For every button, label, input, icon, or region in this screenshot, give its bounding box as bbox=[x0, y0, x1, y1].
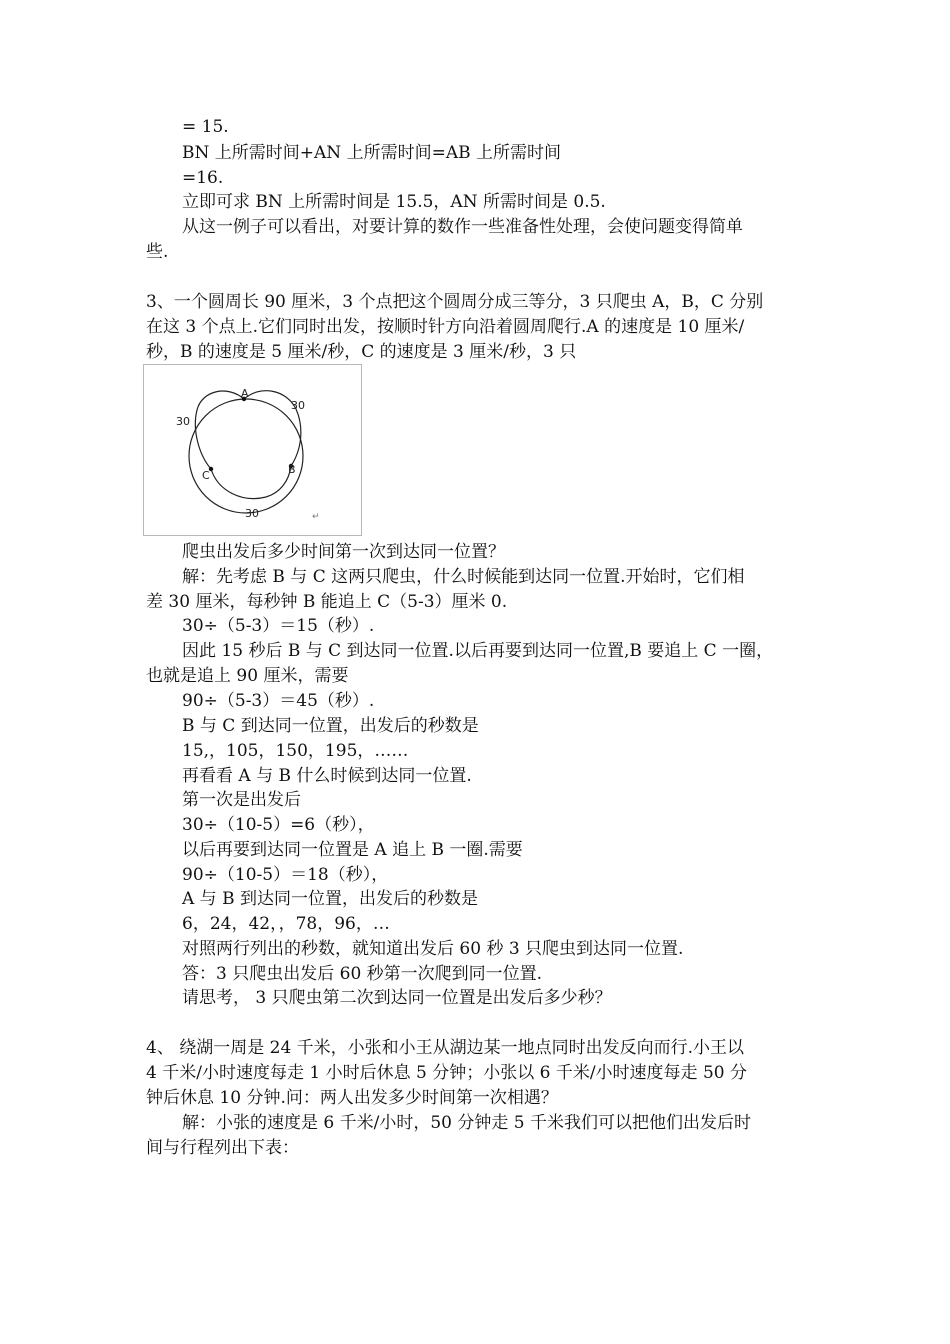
text-line: 从这一例子可以看出，对要计算的数作一些准备性处理，会使问题变得简单 bbox=[182, 217, 743, 237]
text-line: = 15. bbox=[182, 117, 229, 137]
text-line: 30÷（5-3）＝15（秒）. bbox=[182, 616, 375, 636]
text-line: 答：3 只爬虫出发后 60 秒第一次爬到同一位置. bbox=[182, 964, 543, 984]
problem-4-line: 间与行程列出下表： bbox=[146, 1138, 299, 1158]
text-line: 请思考， 3 只爬虫第二次到达同一位置是出发后多少秒？ bbox=[182, 988, 612, 1008]
text-line: 6，24，42，，78，96，… bbox=[182, 914, 390, 934]
text-line: B 与 C 到达同一位置，出发后的秒数是 bbox=[182, 716, 479, 736]
label-c: C bbox=[202, 469, 210, 482]
label-arc-left: 30 bbox=[176, 415, 190, 428]
text-line: 立即可求 BN 上所需时间是 15.5，AN 所需时间是 0.5. bbox=[182, 192, 606, 212]
text-line: 爬虫出发后多少时间第一次到达同一位置？ bbox=[182, 542, 505, 562]
text-line: 些. bbox=[146, 242, 169, 262]
text-line: BN 上所需时间+AN 上所需时间=AB 上所需时间 bbox=[182, 143, 561, 163]
problem-3-line: 秒，B 的速度是 5 厘米/秒，C 的速度是 3 厘米/秒，3 只 bbox=[146, 342, 577, 362]
circle-diagram-svg bbox=[144, 365, 363, 537]
problem-4-line: 钟后休息 10 分钟.问：两人出发多少时间第一次相遇？ bbox=[146, 1088, 558, 1108]
text-line: A 与 B 到达同一位置，出发后的秒数是 bbox=[182, 889, 478, 909]
problem-3-line: 3、一个圆周长 90 厘米，3 个点把这个圆周分成三等分，3 只爬虫 A，B，C 分别 bbox=[146, 292, 764, 312]
text-line: 90÷（5-3）＝45（秒）. bbox=[182, 691, 375, 711]
label-arc-right: 30 bbox=[291, 399, 305, 412]
problem-4-line: 解：小张的速度是 6 千米/小时，50 分钟走 5 千米我们可以把他们出发后时 bbox=[182, 1113, 752, 1133]
problem-3-line: 在这 3 个点上.它们同时出发，按顺时针方向沿着圆周爬行.A 的速度是 10 厘米/ bbox=[146, 317, 745, 337]
text-line: 90÷（10-5）＝18（秒）， bbox=[182, 865, 389, 885]
text-line: 第一次是出发后 bbox=[182, 790, 301, 810]
arc-left bbox=[195, 391, 244, 469]
main-circle bbox=[189, 399, 303, 513]
label-a: A bbox=[241, 387, 249, 400]
problem-4-line: 4 千米/小时速度每走 1 小时后休息 5 分钟；小张以 6 千米/小时速度每走 50 分 bbox=[146, 1063, 747, 1083]
text-line: 以后再要到达同一位置是 A 追上 B 一圈.需要 bbox=[182, 840, 523, 860]
text-line: =16. bbox=[182, 168, 224, 188]
arc-bottom bbox=[211, 466, 291, 499]
return-mark-icon: ↵ bbox=[312, 512, 320, 522]
label-arc-bottom: 30 bbox=[245, 507, 259, 520]
text-line: 因此 15 秒后 B 与 C 到达同一位置.以后再要到达同一位置,B 要追上 C 一圈， bbox=[182, 641, 774, 661]
label-b: B bbox=[288, 463, 296, 476]
text-line: 15,，105，150，195，…… bbox=[182, 741, 409, 761]
problem-4-line: 4、 绕湖一周是 24 千米，小张和小王从湖边某一地点同时出发反向而行.小王以 bbox=[146, 1038, 745, 1058]
text-line: 对照两行列出的秒数，就知道出发后 60 秒 3 只爬虫到达同一位置. bbox=[182, 939, 684, 959]
text-line: 30÷（10-5）=6（秒）， bbox=[182, 815, 375, 835]
text-line: 解：先考虑 B 与 C 这两只爬虫，什么时候能到达同一位置.开始时，它们相 bbox=[182, 567, 745, 587]
circle-diagram bbox=[143, 364, 362, 536]
text-line: 差 30 厘米，每秒钟 B 能追上 C（5-3）厘米 0. bbox=[146, 592, 508, 612]
text-line: 也就是追上 90 厘米，需要 bbox=[146, 666, 349, 686]
text-line: 再看看 A 与 B 什么时候到达同一位置. bbox=[182, 766, 472, 786]
